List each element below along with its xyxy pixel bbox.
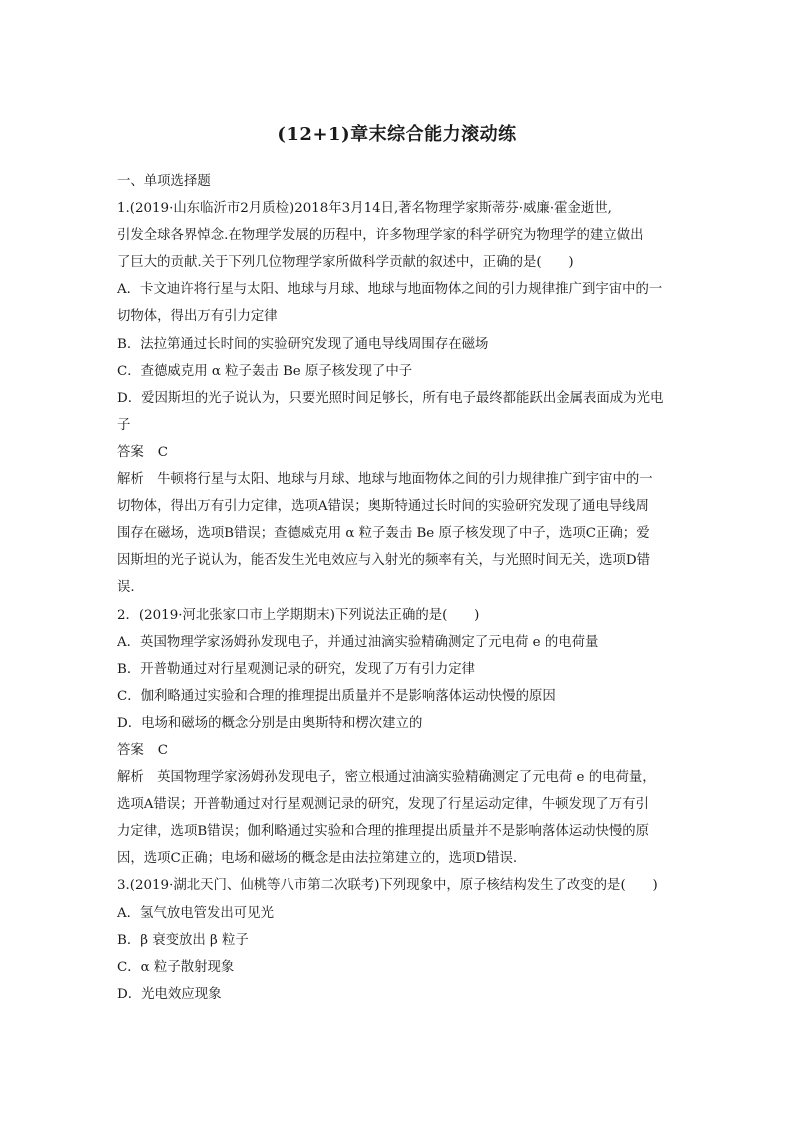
answer-value: C <box>157 742 169 758</box>
question-1-analysis-line: 切物体，得出万有引力定律，选项A错误；奥斯特通过长时间的实验研究发现了通电导线周 <box>117 499 649 515</box>
answer-label: 答案 <box>117 742 144 758</box>
question-1-option-d: D．爱因斯坦的光子说认为，只要光照时间足够长，所有电子最终都能跃出金属表面成为光电 <box>117 390 664 406</box>
question-3-option-d: D．光电效应现象 <box>117 986 222 1002</box>
answer-value: C <box>157 444 169 460</box>
question-2-analysis-line: 力定律，选项B错误；伽利略通过实验和合理的推理提出质量并不是影响落体运动快慢的原 <box>117 824 650 840</box>
question-1-analysis-line: 因斯坦的光子说认为，能否发生光电效应与入射光的频率有关，与光照时间无关，选项D错 <box>117 553 650 569</box>
question-1-option-a: A．卡文迪许将行星与太阳、地球与月球、地球与地面物体之间的引力规律推广到宇宙中的一 <box>117 282 663 298</box>
question-2-analysis-line: 解析 英国物理学家汤姆孙发现电子，密立根通过油滴实验精确测定了元电荷 e 的电荷量， <box>117 770 656 786</box>
question-2-option-c: C．伽利略通过实验和合理的推理提出质量并不是影响落体运动快慢的原因 <box>117 688 556 704</box>
question-2-option-a: A．英国物理学家汤姆孙发现电子，并通过油滴实验精确测定了元电荷 e 的电荷量 <box>117 634 599 650</box>
question-1-option-a-cont: 切物体，得出万有引力定律 <box>117 309 278 325</box>
question-1-analysis-line: 围存在磁场，选项B错误；查德威克用 α 粒子轰击 Be 原子核发现了中子，选项C正确；爱 <box>117 526 650 542</box>
question-3-stem-line: 3.(2019·湖北天门、仙桃等八市第二次联考)下列现象中，原子核结构发生了改变的是( ) <box>117 878 658 894</box>
question-2-analysis-line: 选项A错误；开普勒通过对行星观测记录的研究，发现了行星运动定律，牛顿发现了万有引 <box>117 797 649 813</box>
question-3-option-c: C．α 粒子散射现象 <box>117 959 235 975</box>
question-2 <box>117 602 682 873</box>
question-1-option-b: B．法拉第通过长时间的实验研究发现了通电导线周围存在磁场 <box>117 336 489 352</box>
question-1 <box>117 195 682 601</box>
question-2-option-b: B．开普勒通过对行星观测记录的研究，发现了万有引力定律 <box>117 661 475 677</box>
section-heading: 一、单项选择题 <box>117 174 211 189</box>
question-1-option-c: C．查德威克用 α 粒子轰击 Be 原子核发现了中子 <box>117 363 413 379</box>
question-3 <box>117 872 682 1007</box>
question-1-analysis-line: 解析 牛顿将行星与太阳、地球与月球、地球与地面物体之间的引力规律推广到宇宙中的一 <box>117 472 653 488</box>
document-body <box>117 168 682 1008</box>
question-1-analysis-line: 误. <box>117 580 135 596</box>
question-1-stem-line: 1.(2019·山东临沂市2月质检)2018年3月14日,著名物理学家斯蒂芬·威廉·霍金逝世, <box>117 201 612 217</box>
question-2-analysis-line: 因，选项C正确；电场和磁场的概念是由法拉第建立的，选项D错误. <box>117 851 518 867</box>
question-1-stem-line: 了巨大的贡献.关于下列几位物理学家所做科学贡献的叙述中，正确的是( ) <box>117 255 574 271</box>
question-1-answer <box>117 439 682 466</box>
question-3-option-a: A．氢气放电管发出可见光 <box>117 905 274 921</box>
question-2-answer <box>117 737 682 764</box>
question-3-option-b: B．β 衰变放出 β 粒子 <box>117 932 249 948</box>
document-title: (12+1)章末综合能力滚动练 <box>277 124 517 145</box>
question-1-stem-line: 引发全球各界悼念.在物理学发展的历程中，许多物理学家的科学研究为物理学的建立做出 <box>117 228 644 244</box>
question-2-stem-line: 2．(2019·河北张家口市上学期期末)下列说法正确的是( ) <box>117 607 480 623</box>
question-2-option-d: D．电场和磁场的概念分别是由奥斯特和楞次建立的 <box>117 715 423 731</box>
question-1-option-d-cont: 子 <box>117 417 131 433</box>
answer-label: 答案 <box>117 444 144 460</box>
